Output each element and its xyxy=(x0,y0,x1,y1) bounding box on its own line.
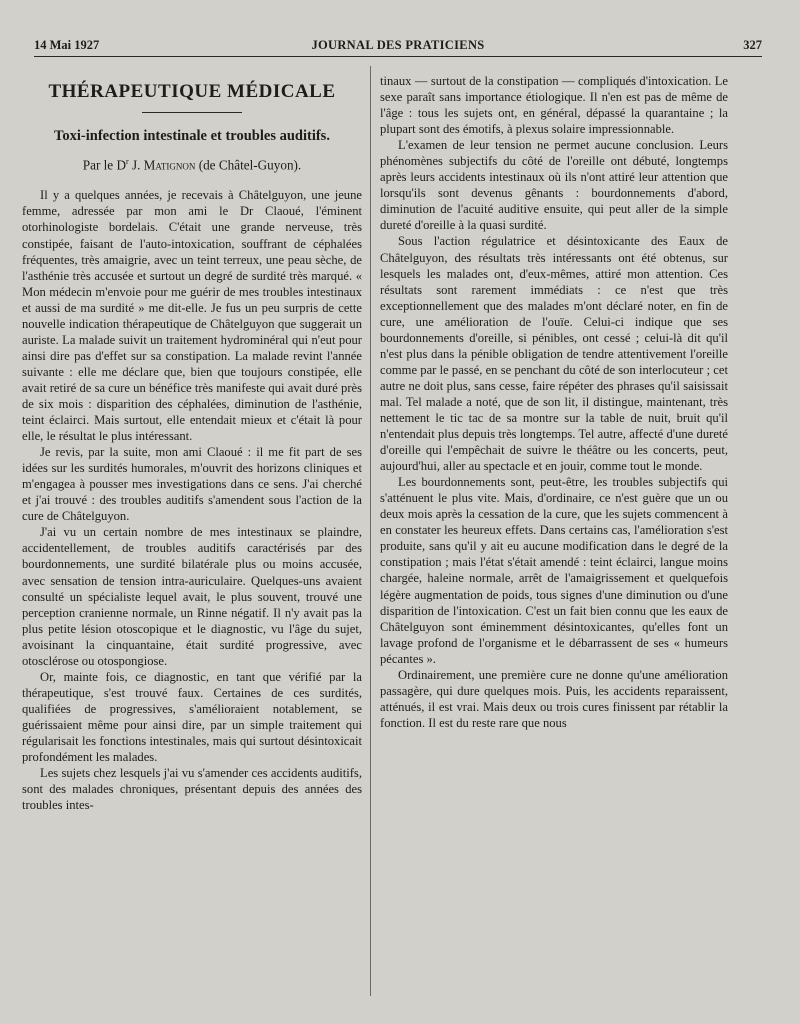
byline-suffix: (de Châtel-Guyon). xyxy=(198,157,302,173)
paragraph: Les sujets chez lesquels j'ai vu s'amender ces accidents auditifs, sont des malades chroniques, présentant depuis des années des troubles intes- xyxy=(22,766,362,813)
header-date: 14 Mai 1927 xyxy=(34,38,100,52)
paragraph: Les bourdonnements sont, peut-être, les troubles subjectifs qui s'atténuent le plus vite. Mais, d'ordinaire, ce n'est guère que un ou deux mois après la cessation de la cure, que les sujets commencent à en constater les heureux effets. Dans certains cas, l'amélioration s'est produite, sans qu'il y ait eu aucune modification dans le degré de la constipation ; mais l'état s'était amendé : teint éclairci, langue moins chargée, haleine normale, arrêt de l'amaigrissement et quelquefois légère augmentation de poids, tous signes d'une diminution ou d'une disparition de l'intoxication. C'est un fait bien connu que les eaux de Châtelguyon sont éminemment désintoxicantes, qu'elles font un lavage profond de l'organisme et le débarrassent de ses « humeurs pécantes ». xyxy=(380,475,728,666)
journal-title: JOURNAL DES PRATICIENS xyxy=(311,38,485,52)
section-rule xyxy=(142,112,242,113)
byline-sup: r xyxy=(125,157,129,166)
paragraph: J'ai vu un certain nombre de mes intestinaux se plaindre, accidentellement, de troubles auditifs caractérisés par des bourdonnements, une surdité bilatérale plus ou moins accusée, avec sensation de tension intra-auriculaire. Quelques-uns avaient consulté un spécialiste lequel avait, le plus souvent, trouvé une perception cranienne normale, un Rinne négatif. Il n'y avait pas la plus petite lésion otoscopique et le diagnostic, vu l'âge du sujet, avoisinant la cinquantaine, était surdité progressive, avec otosclérose ou otospongiose. xyxy=(22,525,362,668)
paragraph: Or, mainte fois, ce diagnostic, en tant que vérifié par la thérapeutique, s'est trouvé faux. Certaines de ces surdités, qualifiées de progressives, s'amélioraient notablement, se guérissaient même pour ainsi dire, par un simple traitement qui régularisait les fonctions intestinales, mais qui surtout désintoxicait profondément les malades. xyxy=(22,669,362,765)
paragraph: L'examen de leur tension ne permet aucune conclusion. Leurs phénomènes subjectifs du côté de l'oreille ont débuté, longtemps après leurs accidents intestinaux où ils n'ont attiré leur attention que lorsqu'ils sont devenus gênants : bourdonnements d'abord, diminution de l'acuité auditive ensuite, qui peut aller de la simple dureté d'oreille à la quasi surdité. xyxy=(380,138,728,233)
paragraph: Ordinairement, une première cure ne donne qu'une amélioration passagère, qui dure quelques mois. Puis, les accidents reparaissent, atténués, il est vrai. Mais deux ou trois cures finissent par rétablir la fonction. Il est du reste rare que nous xyxy=(380,667,728,730)
page-number: 327 xyxy=(743,38,762,52)
section-title: THÉRAPEUTIQUE MÉDICALE xyxy=(48,81,336,102)
left-column xyxy=(22,76,362,813)
column-divider xyxy=(370,66,371,996)
paragraph: tinaux — surtout de la constipation — compliqués d'intoxication. Le sexe paraît sans importance étiologique. Il n'en est pas de même de l'âge : tous les sujets ont, en général, dépassé la quarantaine ; la plupart sont des émotifs, à plexus solaire impressionnable. xyxy=(380,74,728,137)
right-column xyxy=(380,73,728,731)
paragraph: Je revis, par la suite, mon ami Claoué : il me fit part de ses idées sur les surdités humorales, m'ouvrit des horizons cliniques et m'engagea à pousser mes investigations dans ce sens. J'ai cherché et j'ai trouvé : des troubles auditifs s'amendent sous l'action de la cure de Châtelguyon. xyxy=(22,445,362,524)
paragraph: Sous l'action régulatrice et désintoxicante des Eaux de Châtelguyon, des résultats très intéressants ont été obtenus, sur lesquels les malades ont, d'eux-mêmes, attiré mon attention. Ces résultats sont rarement immédiats : ce n'est que très exceptionnellement que des malades m'ont déclaré noter, en fin de cure, une amélioration de l'ouïe. Celui-ci indique que ses bourdonnements d'oreille, si pénibles, ont cessé ; celui-là dit qu'il n'est plus dans la pénible obligation de tendre attentivement l'oreille comme par le passé, en se penchant du côté de son interlocuteur ; cet autre ne doit plus, sans cesse, faire répéter des phrases qu'il saisissait mal. Tel malade a noté, que de son lit, il distingue, maintenant, très nettement le tic tac de sa montre sur la table de nuit, bruit qu'il n'entendait plus depuis très longtemps. Tel autre, affecté d'une dureté d'oreille qui l'empêchait de suivre le théâtre ou les concerts, peut, aujourd'hui, aller au spectacle et en jouir, comme tout le monde. xyxy=(380,234,728,474)
article-byline xyxy=(22,153,362,173)
page-header xyxy=(34,36,762,57)
article-title: Toxi-infection intestinale et troubles auditifs. xyxy=(54,128,330,144)
author-name: J. Matignon xyxy=(131,157,196,173)
paragraph: Il y a quelques années, je recevais à Châtelguyon, une jeune femme, adressée par mon ami le Dr Claoué, l'éminent otorhinologiste bordelais. C'était une grande nerveuse, très constipée, faisant de l'auto-intoxication, souffrant de céphalées fréquentes, très amaigrie, avec un teint terreux, une peau sèche, de l'asthénie très accusée et surtout un degré de surdité très marqué. « Mon médecin m'envoie pour me guérir de mes troubles intestinaux et aussi de ma surdité » me dit-elle. Je fus un peu surpris de cette nouvelle indication thérapeutique de Châtelguyon que suggerait un auriste. La malade suivit un traitement hydrominéral qui n'eut pour ainsi dire pas d'effet sur sa constipation. La malade revint l'année suivante : elle me déclare que, bien que toujours constipée, elle avait retiré de sa cure un bénéfice très manifeste qui avait duré près de six mois : disparition des céphalées, diminution de l'asthénie, teint éclairci. Mais surtout, elle entendait mieux et c'était là pour elle, le résultat le plus intéressant. xyxy=(22,188,362,444)
byline-prefix: Par le D xyxy=(82,157,126,173)
